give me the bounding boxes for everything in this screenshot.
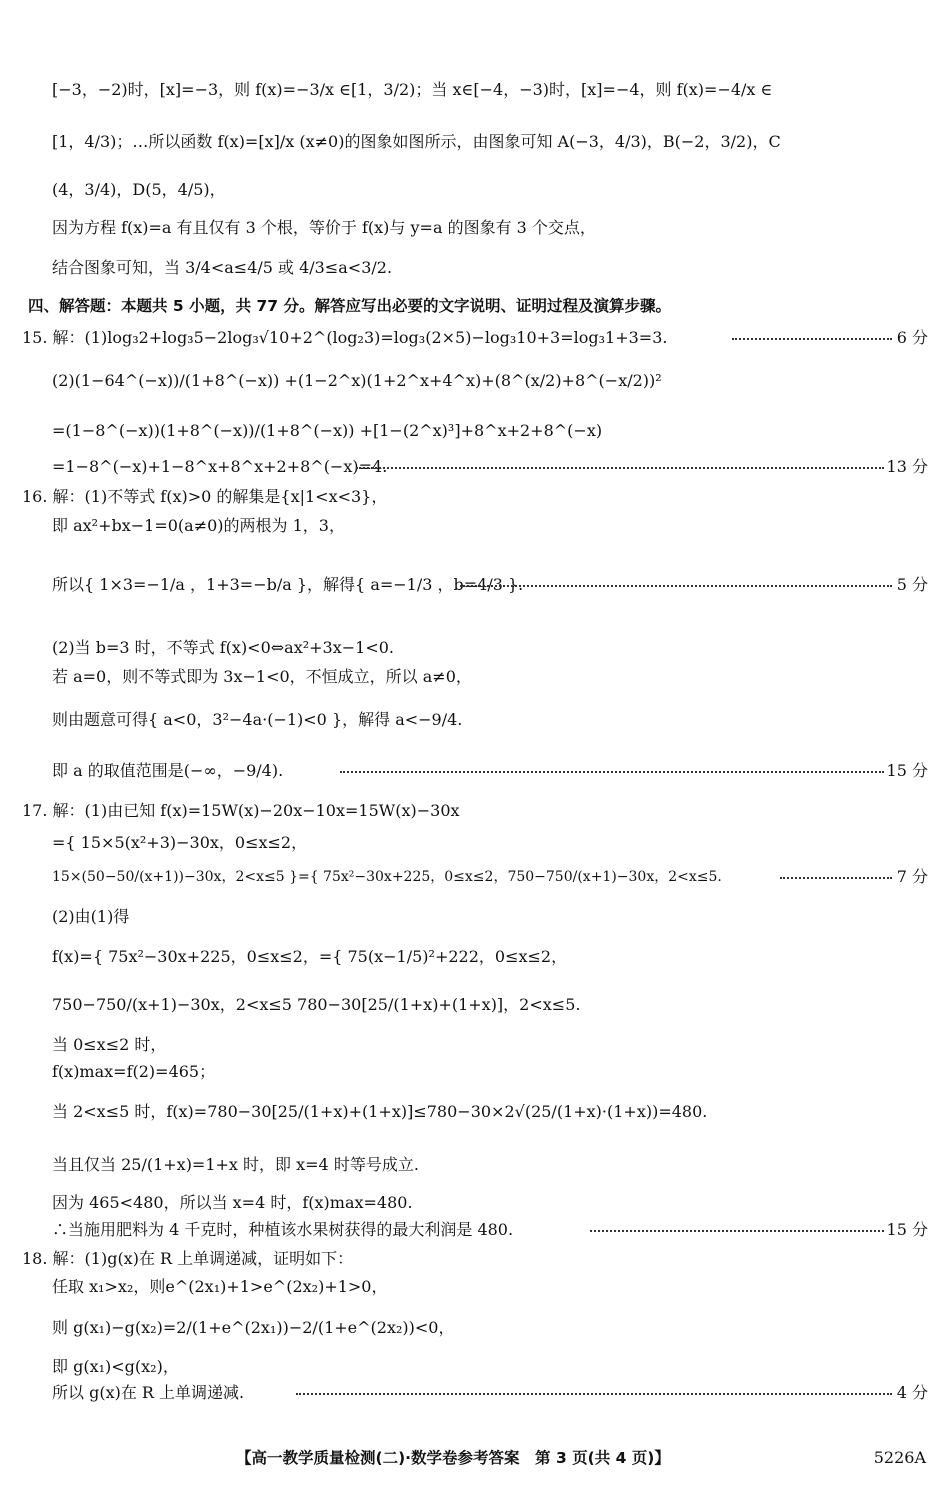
text: =(1−8^(−x))(1+8^(−x))/(1+8^(−x)) +[1−(2^x)³]+8^x+2+8^(−x) xyxy=(52,421,603,440)
text: 750−750/(x+1)−30x，2<x≤5 780−30[25/(1+x)+(1+x)]，2<x≤5. xyxy=(52,995,581,1014)
q17-line-6 xyxy=(0,990,950,1020)
q16-line-7 xyxy=(0,756,950,786)
heading-text: 四、解答题：本题共 5 小题，共 77 分。解答应写出必要的文字说明、证明过程及演算步骤。 xyxy=(28,297,671,315)
q17-line-5 xyxy=(0,942,950,972)
text: 结合图象可知，当 3/4<a≤4/5 或 4/3≤a<3/2. xyxy=(52,258,393,277)
q16-line-5 xyxy=(0,662,950,692)
q15-line-4 xyxy=(0,452,950,482)
text: 15. 解：(1)log₃2+log₃5−2log₃√10+2^(log₂3)=log₃(2×5)−log₃10+3=log₃1+3=3. xyxy=(22,328,668,347)
q16-line-6 xyxy=(0,705,950,735)
q18-line-2 xyxy=(0,1272,950,1302)
dotted-leader xyxy=(590,1230,884,1232)
score-label: 7 分 xyxy=(896,867,928,886)
answer-line-3 xyxy=(0,175,950,205)
footer-code: 5226A xyxy=(873,1448,926,1467)
text: 因为 465<480，所以当 x=4 时，f(x)max=480. xyxy=(52,1193,413,1212)
text: 当 2<x≤5 时，f(x)=780−30[25/(1+x)+(1+x)]≤780−30×2√(25/(1+x)·(1+x))=480. xyxy=(52,1102,708,1121)
q17-line-10 xyxy=(0,1150,950,1180)
footer-title: 【高一教学质量检测(二)·数学卷参考答案 第 3 页(共 4 页)】 xyxy=(236,1449,670,1467)
q17-line-3 xyxy=(0,862,950,892)
q17-line-2 xyxy=(0,828,950,858)
dotted-leader xyxy=(780,877,892,879)
text: 即 a 的取值范围是(−∞，−9/4). xyxy=(52,761,284,780)
q17-line-11 xyxy=(0,1188,950,1218)
text: 17. 解：(1)由已知 f(x)=15W(x)−20x−10x=15W(x)−30x xyxy=(22,801,460,820)
dotted-leader xyxy=(460,585,892,587)
text: 则由题意可得{ a<0，3²−4a·(−1)<0 }，解得 a<−9/4. xyxy=(52,710,463,729)
q16-line-4 xyxy=(0,633,950,663)
text: (2)(1−64^(−x))/(1+8^(−x)) +(1−2^x)(1+2^x+4^x)+(8^(x/2)+8^(−x/2))² xyxy=(52,371,662,390)
text: =1−8^(−x)+1−8^x+8^x+2+8^(−x)=4. xyxy=(52,457,388,476)
text: 当且仅当 25/(1+x)=1+x 时，即 x=4 时等号成立. xyxy=(52,1155,419,1174)
q15-line-3 xyxy=(0,416,950,446)
page-footer xyxy=(0,1443,950,1473)
text: 即 ax²+bx−1=0(a≠0)的两根为 1，3， xyxy=(52,516,345,535)
score-label: 5 分 xyxy=(896,575,928,594)
q17-line-7 xyxy=(0,1030,950,1060)
answer-line-5 xyxy=(0,253,950,283)
q16-line-3 xyxy=(0,570,950,600)
text: (4，3/4)，D(5，4/5)， xyxy=(52,180,226,199)
text: [1，4/3)；…所以函数 f(x)=[x]/x (x≠0)的图象如图所示，由图象可知 A(−3，4/3)，B(−2，3/2)，C xyxy=(52,132,781,151)
q17-line-12 xyxy=(0,1215,950,1245)
section-heading xyxy=(0,291,950,321)
text: 所以{ 1×3=−1/a ，1+3=−b/a }，解得{ a=−1/3 ，b=4/3 }. xyxy=(52,575,524,594)
q18-line-3 xyxy=(0,1313,950,1343)
answer-line-2 xyxy=(0,127,950,157)
text: ={ 15×5(x²+3)−30x，0≤x≤2， xyxy=(52,833,308,852)
dotted-leader xyxy=(356,467,884,469)
q17-line-9 xyxy=(0,1097,950,1127)
q17-line-8 xyxy=(0,1057,950,1087)
text: f(x)={ 75x²−30x+225，0≤x≤2，={ 75(x−1/5)²+222，0≤x≤2， xyxy=(52,947,568,966)
text: [−3，−2)时，[x]=−3，则 f(x)=−3/x ∈[1，3/2)；当 x∈[−4，−3)时，[x]=−4，则 f(x)=−4/x ∈ xyxy=(52,80,773,99)
score-label: 13 分 xyxy=(886,457,928,476)
text: (2)由(1)得 xyxy=(52,907,130,926)
q18-line-5 xyxy=(0,1378,950,1408)
q15-line-1 xyxy=(0,323,950,353)
text: (2)当 b=3 时，不等式 f(x)<0⇔ax²+3x−1<0. xyxy=(52,638,395,657)
q17-line-1 xyxy=(0,796,950,826)
dotted-leader xyxy=(340,771,884,773)
score-label: 4 分 xyxy=(896,1383,928,1402)
text: 当 0≤x≤2 时， xyxy=(52,1035,167,1054)
text: 若 a=0，则不等式即为 3x−1<0，不恒成立，所以 a≠0， xyxy=(52,667,472,686)
text: 16. 解：(1)不等式 f(x)>0 的解集是{x|1<x<3}， xyxy=(22,487,388,506)
score-label: 15 分 xyxy=(886,1220,928,1239)
text: 则 g(x₁)−g(x₂)=2/(1+e^(2x₁))−2/(1+e^(2x₂))<0， xyxy=(52,1318,455,1337)
text: 18. 解：(1)g(x)在 R 上单调递减，证明如下： xyxy=(22,1249,354,1268)
text: f(x)max=f(2)=465； xyxy=(52,1062,216,1081)
q15-line-2 xyxy=(0,366,950,396)
q16-line-1 xyxy=(0,482,950,512)
answer-line-1 xyxy=(0,75,950,105)
text: 15×(50−50/(x+1))−30x，2<x≤5 }={ 75x²−30x+225，0≤x≤2，750−750/(x+1)−30x，2<x≤5. xyxy=(52,869,722,885)
text: 因为方程 f(x)=a 有且仅有 3 个根，等价于 f(x)与 y=a 的图象有 3 个交点， xyxy=(52,218,596,237)
q16-line-2 xyxy=(0,511,950,541)
text: 所以 g(x)在 R 上单调递减. xyxy=(52,1383,245,1402)
dotted-leader xyxy=(732,338,892,340)
q18-line-1 xyxy=(0,1244,950,1274)
score-label: 6 分 xyxy=(896,328,928,347)
dotted-leader xyxy=(296,1393,892,1395)
text: ∴当施用肥料为 4 千克时，种植该水果树获得的最大利润是 480. xyxy=(52,1220,514,1239)
text: 任取 x₁>x₂，则e^(2x₁)+1>e^(2x₂)+1>0， xyxy=(52,1277,388,1296)
text: 即 g(x₁)<g(x₂)， xyxy=(52,1357,179,1376)
answer-line-4 xyxy=(0,213,950,243)
q17-line-4 xyxy=(0,902,950,932)
score-label: 15 分 xyxy=(886,761,928,780)
